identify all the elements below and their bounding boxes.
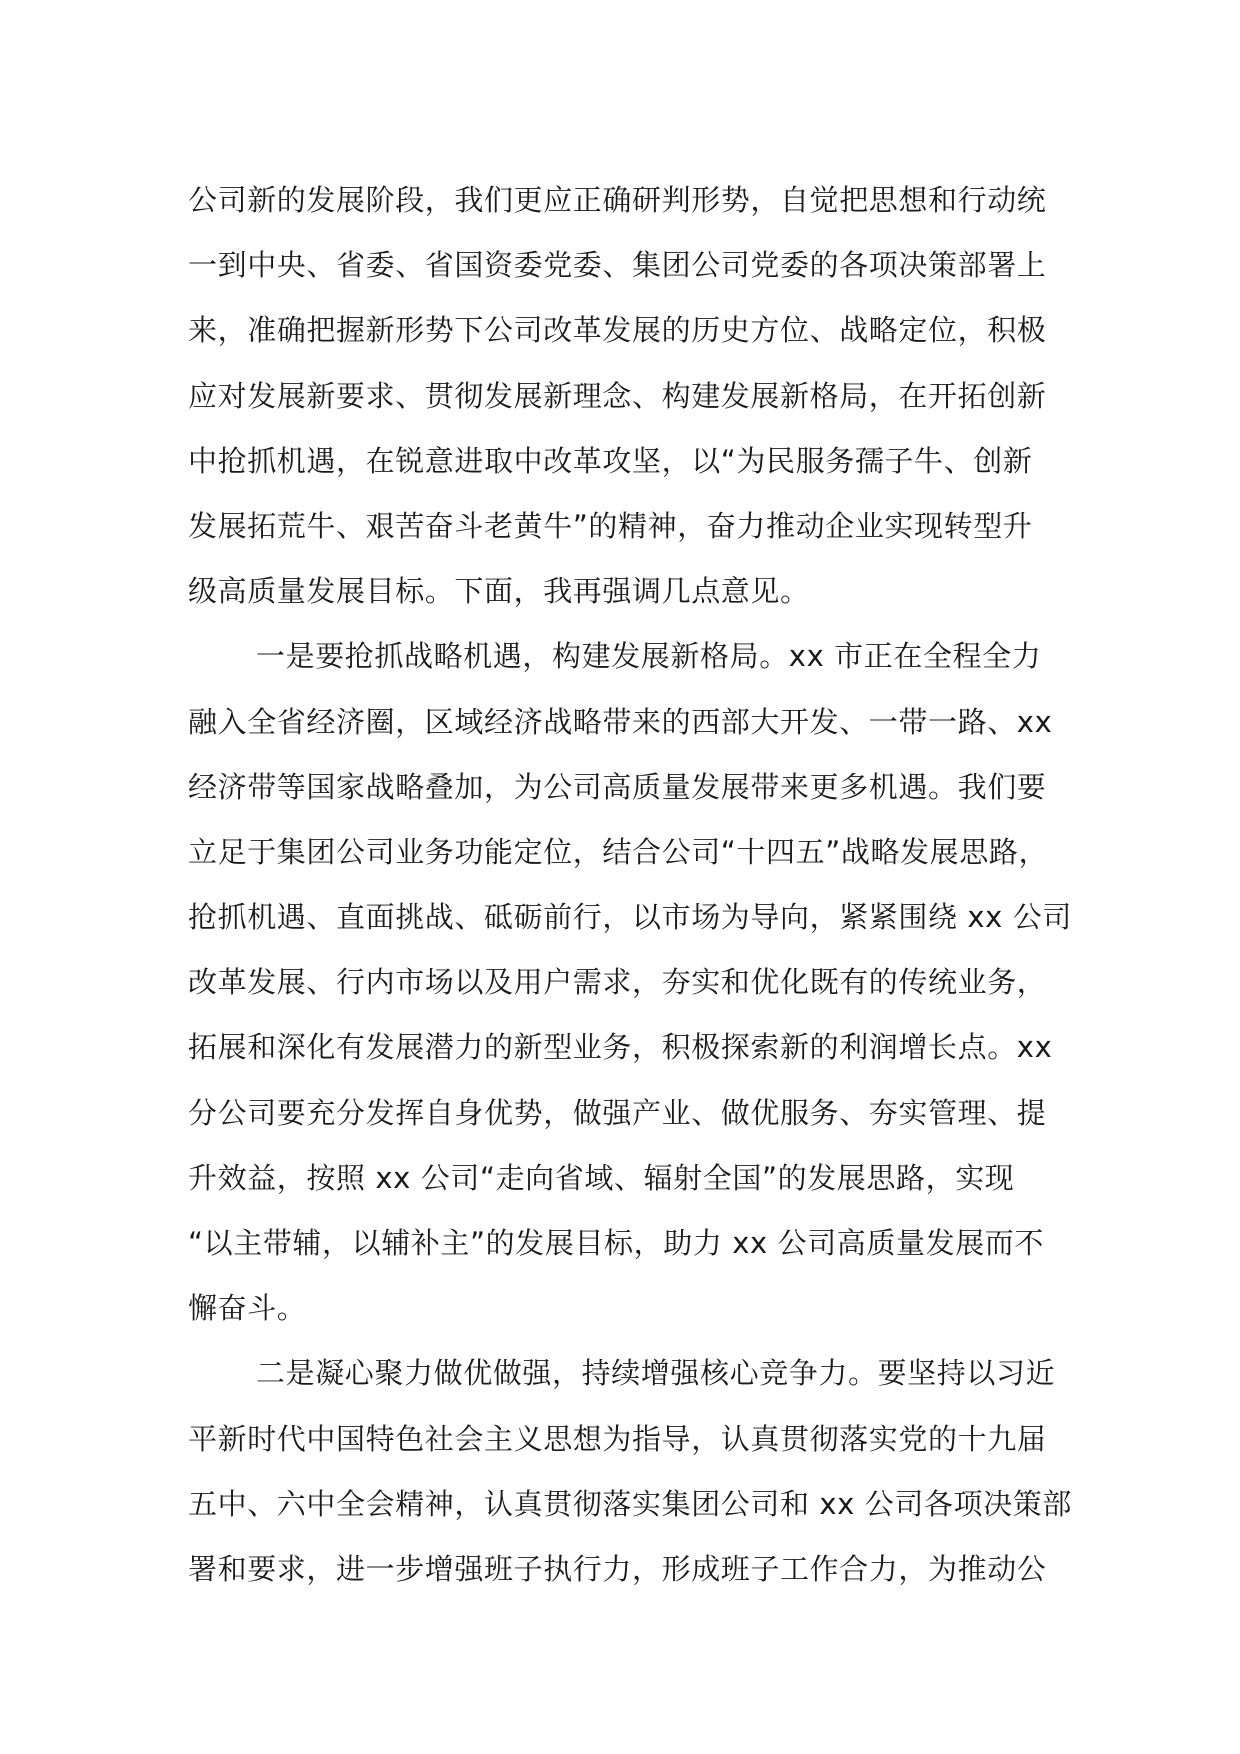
paragraph-first-line: 一是要抢抓战略机遇，构建发展新格局。xx 市正在全程全力: [256, 639, 1042, 674]
text-line: 应对发展新要求、贯彻发展新理念、构建发展新格局，在开拓创新: [188, 378, 1047, 413]
text-line: 升效益，按照 xx 公司“走向省域、辐射全国”的发展思路，实现: [188, 1160, 1015, 1195]
text-line: 立足于集团公司业务功能定位，结合公司“十四五”战略发展思路，: [188, 834, 1049, 869]
text-line: 公司新的发展阶段，我们更应正确研判形势，自觉把思想和行动统: [188, 183, 1047, 217]
text-line: 改革发展、行内市场以及用户需求，夯实和优化既有的传统业务，: [188, 965, 1047, 1000]
text-line: 分公司要充分发挥自身优势，做强产业、做优服务、夯实管理、提: [188, 1095, 1047, 1130]
text-line: 拓展和深化有发展潜力的新型业务，积极探索新的利润增长点。xx: [188, 1030, 1053, 1065]
text-line: 融入全省经济圈，区域经济战略带来的西部大开发、一带一路、xx: [188, 704, 1053, 739]
text-line: 署和要求，进一步增强班子执行力，形成班子工作合力，为推动公: [188, 1551, 1047, 1586]
text-line: 懈奋斗。: [188, 1291, 307, 1326]
text-line: 级高质量发展目标。下面，我再强调几点意见。: [188, 574, 810, 609]
text-line: 经济带等国家战略叠加，为公司高质量发展带来更多机遇。我们要: [188, 769, 1047, 804]
paragraph-first-line: 二是凝心聚力做优做强，持续增强核心竞争力。要坚持以习近: [256, 1356, 1056, 1391]
text-line: 中抢抓机遇，在锐意进取中改革攻坚，以“为民服务孺子牛、创新: [188, 443, 1033, 478]
text-line: 五中、六中全会精神，认真贯彻落实集团公司和 xx 公司各项决策部: [188, 1486, 1072, 1521]
text-line: 平新时代中国特色社会主义思想为指导，认真贯彻落实党的十九届: [188, 1421, 1047, 1456]
text-line: “以主带辅，以辅补主”的发展目标，助力 xx 公司高质量发展而不: [188, 1226, 1045, 1260]
text-line: 来，准确把握新形势下公司改革发展的历史方位、战略定位，积极: [188, 313, 1047, 348]
document-body: [188, 168, 1072, 1602]
text-line: 抢抓机遇、直面挑战、砥砺前行，以市场为导向，紧紧围绕 xx 公司: [188, 900, 1072, 935]
text-line: 一到中央、省委、省国资委党委、集团公司党委的各项决策部署上: [188, 248, 1047, 283]
text-line: 发展拓荒牛、艰苦奋斗老黄牛”的精神，奋力推动企业实现转型升: [188, 508, 1033, 543]
